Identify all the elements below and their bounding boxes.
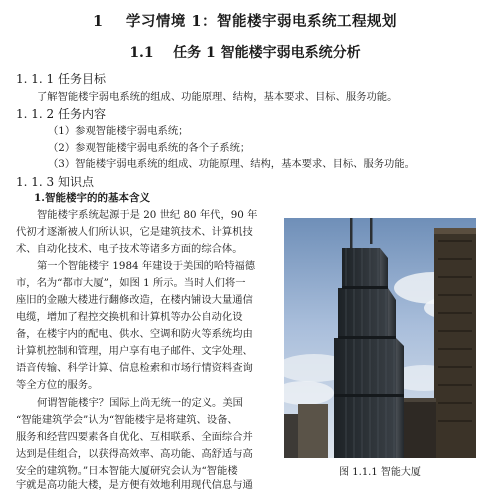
body-line: 等全方位的服务。 [16,379,99,391]
heading-knowledge-points: 1. 1. 3 知识点 [16,175,94,189]
task-content-item: （3）智能楼宇弱电系统的组成、功能原理、结构，基本要求、目标、服务功能。 [48,158,415,170]
body-line: 代初才逐渐被人们所认识，它是建筑技术、计算机技 [16,226,253,238]
body-line: 宇就是高功能大楼，是方便有效地利用现代信息与通 [16,479,253,491]
task-content-item: （1）参观智能楼宇弱电系统； [48,125,189,137]
section-title-text: 任务 1 智能楼宇弱电系统分析 [173,45,361,61]
body-line: 智能楼宇系统起源于是 20 世纪 80 年代，90 年 [37,209,258,221]
body-line: 术、自动化技术、电子技术等诸多方面的综合体。 [16,243,243,255]
heading-task-content: 1. 1. 2 任务内容 [16,107,106,121]
subheading-basic-meaning: 1.智能楼宇的的基本含义 [34,192,150,204]
body-line: 市，名为“都市大厦”，如图 1 所示。当时人们将一 [16,277,246,289]
chapter-title [0,10,490,31]
skyscraper-photo [284,218,476,458]
body-line: 第一个智能楼宇 1984 年建设于美国的哈特福德 [37,260,256,272]
body-line: “智能建筑学会”认为“智能楼宇是将建筑、设备、 [16,414,238,426]
body-line: 安全的建筑物。”日本智能大厦研究会认为“智能楼 [16,465,238,477]
task-content-item: （2）参观智能楼宇弱电系统的各个子系统； [48,142,251,154]
chapter-number: 1 [93,13,104,30]
body-line: 计算机控制和管理，用户享有电子邮件、文字处理、 [16,345,253,357]
body-line: 电缆，增加了程控交换机和计算机等办公自动化设 [16,311,243,323]
chapter-title-text: 学习情境 1：智能楼宇弱电系统工程规划 [125,13,397,30]
body-line: 座旧的金融大楼进行翻修改造，在楼内铺设大量通信 [16,294,253,306]
figure-caption: 图 1.1.1 智能大厦 [339,467,421,478]
task-goal-body: 了解智能楼宇弱电系统的组成、功能原理、结构，基本要求、目标、服务功能。 [37,91,398,103]
body-line: 语音传输、科学计算、信息检索和市场行情资料查询 [16,362,253,374]
body-line: 达到是佳组合，以获得高效率、高功能、高舒适与高 [16,448,253,460]
heading-task-goal: 1. 1. 1 任务目标 [16,72,106,86]
body-line: 备，在楼宇内的配电、供水、空调和防火等系统均由 [16,328,253,340]
section-number: 1.1 [129,45,154,61]
body-line: 何谓智能楼宇？国际上尚无统一的定义。美国 [37,397,243,409]
section-title [0,42,490,62]
body-line: 服务和经营四要素各自优化、互相联系、全面综合并 [16,431,253,443]
